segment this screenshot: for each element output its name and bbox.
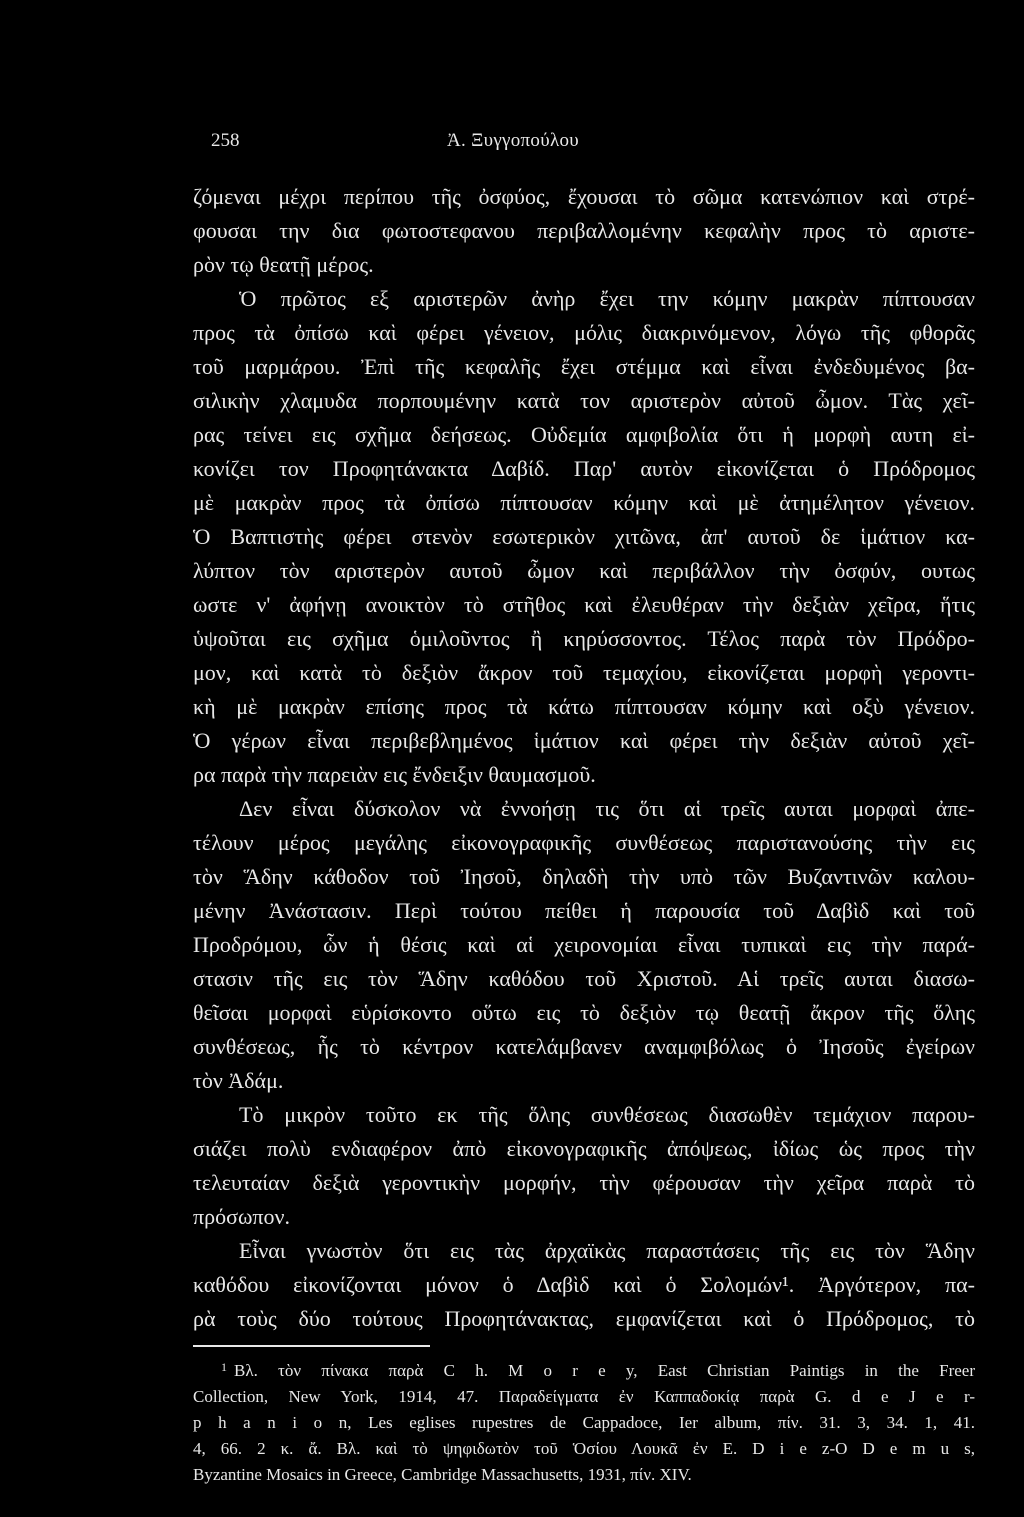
footnote-line xyxy=(193,1410,975,1436)
text-line: τέλουν μέρος μεγάλης εἰκονογραφικῆς συνθέσεως παριστανούσης τὴν εις xyxy=(193,830,975,855)
text-line: κονίζει τον Προφητάνακτα Δαβίδ. Παρ' αυτὸν εἰκονίζεται ὁ Πρόδρομος xyxy=(193,456,975,481)
text-line: Τὸ μικρὸν τοῦτο εκ τῆς ὅλης συνθέσεως διασωθὲν τεμάχιον παρου- xyxy=(239,1102,975,1127)
footnote-line xyxy=(193,1462,975,1488)
page-number: 258 xyxy=(211,130,240,151)
text-line: Δεν εἶναι δύσκολον νὰ ἐννοήσῃ τις ὅτι αἱ τρεῖς αυται μορφαὶ ἀπε- xyxy=(239,796,975,821)
text-line: τελευταίαν δεξιὰ γεροντικὴν μορφήν, τὴν φέρουσαν τὴν χεῖρα παρὰ τὸ xyxy=(193,1170,975,1195)
text-line: ρας τείνει εις σχῆμα δεήσεως. Οὐδεμία αμφιβολία ὅτι ἡ μορφὴ αυτη εἰ- xyxy=(193,422,975,447)
running-header xyxy=(0,128,1024,154)
text-line: κὴ μὲ μακρὰν επίσης προς τὰ κάτω πίπτουσαν κόμην καὶ οξὺ γένειον. xyxy=(193,694,975,719)
text-line: καθόδου εἰκονίζονται μόνον ὁ Δαβὶδ καὶ ὁ Σολομών¹. Ἀργότερον, πα- xyxy=(193,1272,975,1297)
footnote-line-text: Collection, New York, 1914, 47. Παραδείγματα ἐν Καππαδοκίᾳ παρὰ G. d e J e r- xyxy=(193,1387,975,1406)
paragraph xyxy=(193,180,975,282)
text-line: στασιν τῆς εις τὸν Ἅδην καθόδου τοῦ Χριστοῦ. Αἱ τρεῖς αυται διασω- xyxy=(193,966,975,991)
text-line: θεῖσαι μορφαὶ εὑρίσκοντο οὕτω εις τὸ δεξιὸν τῳ θεατῇ ἄκρον τῆς ὅλης xyxy=(193,1000,975,1025)
footnote-line-text: 4, 66. 2 κ. ἄ. Βλ. καὶ τὸ ψηφιδωτὸν τοῦ Ὁσίου Λουκᾶ ἐν E. D i e z-O D e m u s, xyxy=(193,1439,975,1458)
text-line: ρα παρὰ τὴν παρειὰν εις ἔνδειξιν θαυμασμοῦ. xyxy=(193,762,596,787)
text-line: συνθέσεως, ἧς τὸ κέντρον κατελάμβανεν αναμφιβόλως ὁ Ἰησοῦς ἐγείρων xyxy=(193,1034,975,1059)
paragraph xyxy=(193,282,975,792)
text-line: Εἶναι γνωστὸν ὅτι εις τὰς ἀρχαϊκὰς παραστάσεις τῆς εις τὸν Ἅδην xyxy=(239,1238,975,1263)
footnote-rule xyxy=(193,1345,430,1347)
footnote-line xyxy=(193,1358,975,1384)
text-line: ὑψοῦται εις σχῆμα ὁμιλοῦντος ἢ κηρύσσοντος. Τέλος παρὰ τὸν Πρόδρο- xyxy=(193,626,975,651)
footnote-line-text: p h a n i o n, Les eglises rupestres de Cappadoce, Ier album, πίν. 31. 3, 34. 1, 41. xyxy=(193,1413,975,1432)
running-head-author: Ἀ. Ξυγγοπούλου xyxy=(447,130,579,151)
text-line: μένην Ἀνάστασιν. Περὶ τούτου πείθει ἡ παρουσία τοῦ Δαβὶδ καὶ τοῦ xyxy=(193,898,975,923)
text-line: λύπτον τὸν αριστερὸν αυτοῦ ὦμον καὶ περιβάλλον τὴν ὀσφύν, ουτως xyxy=(193,558,975,583)
text-line: Ὁ πρῶτος εξ αριστερῶν ἀνὴρ ἔχει την κόμην μακρὰν πίπτουσαν xyxy=(239,286,975,311)
footnote-line-text: Byzantine Mosaics in Greece, Cambridge Massachusetts, 1931, πίν. XIV. xyxy=(193,1465,692,1484)
text-line: Ὁ Βαπτιστὴς φέρει στενὸν εσωτερικὸν χιτῶνα, ἀπ' αυτοῦ δε ἱμάτιον κα- xyxy=(193,524,975,549)
text-line: τοῦ μαρμάρου. Ἐπὶ τῆς κεφαλῆς ἔχει στέμμα καὶ εἶναι ἐνδεδυμένος βα- xyxy=(193,354,975,379)
paragraph xyxy=(193,1234,975,1336)
paragraph xyxy=(193,1098,975,1234)
paragraph xyxy=(193,792,975,1098)
body-text xyxy=(193,180,975,1336)
text-line: τὸν Ἀδάμ. xyxy=(193,1068,284,1093)
footnote-line xyxy=(193,1436,975,1462)
footnotes xyxy=(193,1358,975,1488)
text-line: μὲ μακρὰν προς τὰ ὀπίσω πίπτουσαν κόμην καὶ μὲ ἀτημέλητον γένειον. xyxy=(193,490,975,515)
text-line: πρόσωπον. xyxy=(193,1204,290,1229)
text-line: ρὸν τῳ θεατῇ μέρος. xyxy=(193,252,374,277)
text-line: σιλικὴν χλαμυδα πορπουμένην κατὰ τον αριστερὸν αὐτοῦ ὦμον. Τὰς χεῖ- xyxy=(193,388,975,413)
text-line: μον, καὶ κατὰ τὸ δεξιὸν ἄκρον τοῦ τεμαχίου, εἰκονίζεται μορφὴ γεροντι- xyxy=(193,660,975,685)
footnote-marker: 1 xyxy=(221,1360,227,1374)
text-line: τὸν Ἅδην κάθοδον τοῦ Ἰησοῦ, δηλαδὴ τὴν υπὸ τῶν Βυζαντινῶν καλου- xyxy=(193,864,975,889)
footnote-line xyxy=(193,1384,975,1410)
text-line: φουσαι την δια φωτοστεφανου περιβαλλομένην κεφαλὴν προς τὸ αριστε- xyxy=(193,218,975,243)
text-line: σιάζει πολὺ ενδιαφέρον ἀπὸ εἰκονογραφικῆς ἀπόψεως, ἰδίως ὡς προς τὴν xyxy=(193,1136,975,1161)
footnote-line-text: Βλ. τὸν πίνακα παρὰ C h. M o r e y, East Christian Paintigs in the Freer xyxy=(234,1361,975,1380)
text-line: ρὰ τοὺς δύο τούτους Προφητάνακτας, εμφανίζεται καὶ ὁ Πρόδρομος, τὸ xyxy=(193,1306,975,1331)
text-line: ωστε ν' ἀφήνῃ ανοικτὸν τὸ στῆθος καὶ ἐλευθέραν τὴν δεξιὰν χεῖρα, ἥτις xyxy=(193,592,975,617)
text-line: προς τὰ ὀπίσω καὶ φέρει γένειον, μόλις διακρινόμενον, λόγω τῆς φθορᾶς xyxy=(193,320,975,345)
text-line: Προδρόμου, ὧν ἡ θέσις καὶ αἱ χειρονομίαι εἶναι τυπικαὶ εις τὴν παρά- xyxy=(193,932,975,957)
text-line: ζόμεναι μέχρι περίπου τῆς ὀσφύος, ἔχουσαι τὸ σῶμα κατενώπιον καὶ στρέ- xyxy=(193,184,975,209)
text-line: Ὁ γέρων εἶναι περιβεβλημένος ἱμάτιον καὶ φέρει τὴν δεξιὰν αὐτοῦ χεῖ- xyxy=(193,728,975,753)
footnote xyxy=(193,1358,975,1488)
